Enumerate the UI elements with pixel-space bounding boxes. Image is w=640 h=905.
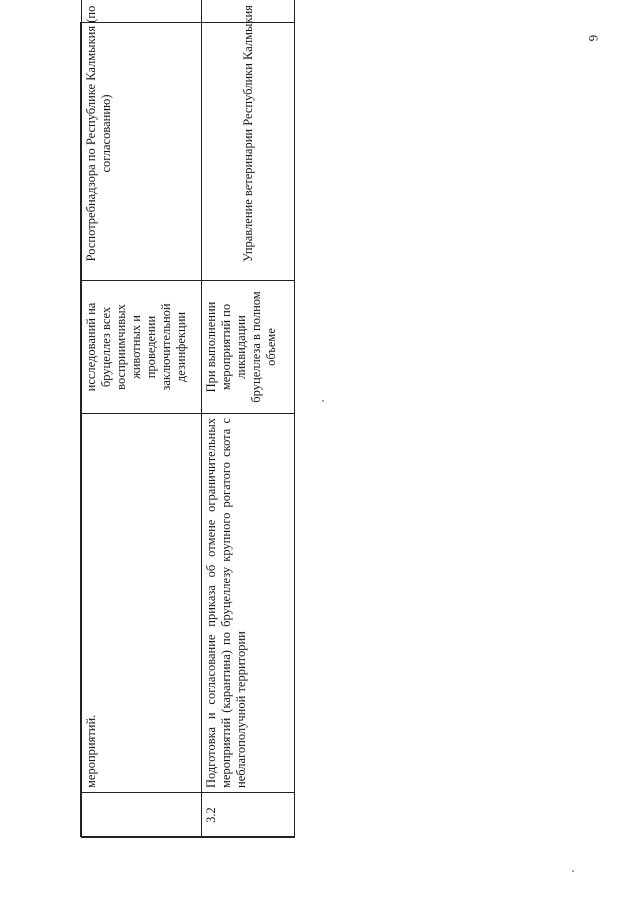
measures-table — [80, 5, 295, 837]
term-cell: исследований на бруцеллез всех восприимчивых животных и проведении заключительной дезинфекции — [82, 281, 202, 414]
row-number-cell — [82, 793, 202, 838]
event-cell: мероприятий. — [82, 414, 202, 793]
scan-speck — [572, 870, 574, 872]
page-number: 6 — [586, 34, 601, 42]
scan-speck — [322, 400, 324, 402]
term-cell: При выполнении мероприятий по ликвидации бруцеллеза в полном объеме — [202, 281, 295, 414]
responsible-cell: Роспотребнадзора по Республике Калмыкия (по согласованию) — [82, 0, 202, 281]
event-cell: Подготовка и согласование приказа об отмене ограничительных мероприятий (карантина) по бруцеллезу крупного рогатого скота с неблагополучной территории — [202, 414, 295, 793]
row-number-cell: 3.2 — [202, 793, 295, 838]
table-row — [82, 0, 202, 838]
table-row — [202, 0, 295, 838]
responsible-cell: Управление ветеринарии Республики Калмыкия — [202, 0, 295, 281]
